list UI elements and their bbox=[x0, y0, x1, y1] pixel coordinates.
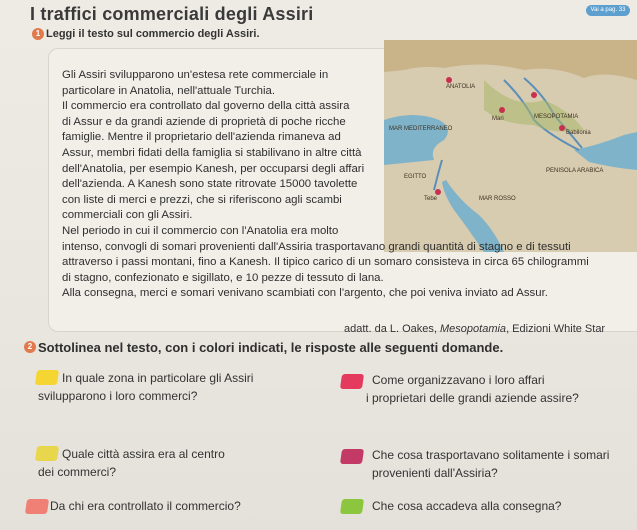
question-text: Come organizzavano i loro affari bbox=[372, 373, 545, 387]
question-text: svilupparono i loro commerci? bbox=[38, 389, 198, 403]
map-label-mari: Mari bbox=[492, 116, 504, 122]
question-text: In quale zona in particolare gli Assiri bbox=[62, 371, 254, 385]
map-label-mesopotamia: MESOPOTAMIA bbox=[534, 114, 579, 120]
paragraph-line: Il commercio era controllato dal governo della città assira bbox=[62, 100, 350, 113]
map-label-tebe: Tebe bbox=[424, 196, 438, 202]
map-label-egitto: EGITTO bbox=[404, 174, 427, 180]
paragraph-line: famiglie. Mentre il proprietario dell'azienda rimaneva ad bbox=[62, 131, 341, 144]
question-text: Che cosa trasportavano solitamente i somari bbox=[372, 448, 610, 462]
source-suffix: , Edizioni White Star bbox=[506, 323, 606, 335]
step-2-instruction: Sottolinea nel testo, con i colori indicati, le risposte alle seguenti domande. bbox=[38, 340, 504, 355]
paragraph-line: Nel periodo in cui il commercio con l'Anatolia era molto bbox=[62, 224, 339, 237]
paragraph-line: Alla consegna, merci e somari venivano scambiati con l'argento, che poi veniva inviato ad Assur. bbox=[62, 287, 548, 300]
paragraph-line: di Assur e da grandi aziende di proprietà di poche ricche bbox=[62, 115, 346, 128]
question-item bbox=[38, 369, 254, 405]
color-marker-gold bbox=[35, 446, 59, 461]
page-title: I traffici commerciali degli Assiri bbox=[30, 4, 314, 24]
paragraph-line: con liste di merci e prezzi, che si riferiscono agli scambi bbox=[62, 193, 342, 206]
question-item bbox=[50, 497, 241, 515]
color-marker-magenta bbox=[340, 449, 364, 464]
color-marker-red bbox=[340, 374, 364, 389]
reading-paragraph bbox=[62, 68, 589, 302]
question-text: i proprietari delle grandi aziende assire? bbox=[366, 391, 579, 405]
paragraph-line: Gli Assiri svilupparono un'estesa rete commerciale in bbox=[62, 69, 329, 81]
color-marker-green bbox=[340, 499, 364, 514]
color-marker-salmon bbox=[25, 499, 49, 514]
map-label-red-sea: MAR ROSSO bbox=[479, 196, 516, 202]
source-book-title: Mesopotamia bbox=[440, 323, 507, 335]
question-item bbox=[366, 371, 579, 407]
paragraph-line: intenso, convogli di somari provenienti dall'Assiria trasportavano grandi quantità di stagno e di tessuti bbox=[62, 240, 571, 253]
question-text: Che cosa accadeva alla consegna? bbox=[372, 499, 562, 513]
map-label-mediterranean: MAR MEDITERRANEO bbox=[389, 126, 453, 132]
page-reference-badge[interactable]: Vai a pag. 33 bbox=[586, 5, 630, 16]
question-item bbox=[372, 446, 609, 482]
step-2-number: 2 bbox=[24, 341, 36, 353]
question-text: dei commerci? bbox=[38, 465, 117, 479]
text-source-citation bbox=[344, 323, 605, 335]
step-1-number: 1 bbox=[32, 28, 44, 40]
map-label-arabian-peninsula: PENISOLA ARABICA bbox=[546, 168, 604, 174]
color-marker-yellow bbox=[35, 370, 59, 385]
question-text: Quale città assira era al centro bbox=[62, 447, 225, 461]
question-text: Da chi era controllato il commercio? bbox=[50, 499, 241, 513]
paragraph-line: di stagno, confezionato e sigillato, e 10 pezze di tessuto di lana. bbox=[62, 271, 384, 284]
question-item bbox=[38, 445, 225, 481]
paragraph-line: commerciali con gli Assiri. bbox=[62, 209, 193, 222]
step-1-instruction: Leggi il testo sul commercio degli Assiri. bbox=[46, 28, 260, 40]
question-text: provenienti dall'Assiria? bbox=[372, 466, 498, 480]
paragraph-line: dell'azienda. A Kanesh sono state ritrovate 15000 tavolette bbox=[62, 178, 358, 191]
paragraph-line: dell'Anatolia, per esempio Kanesh, per occuparsi degli affari bbox=[62, 162, 365, 175]
map-label-babilonia: Babilonia bbox=[566, 130, 591, 136]
map-label-anatolia: ANATOLIA bbox=[446, 84, 476, 90]
paragraph-line: particolare in Anatolia, nell'attuale Turchia. bbox=[62, 84, 276, 97]
source-prefix: adatt. da L. Oakes, bbox=[344, 323, 441, 335]
paragraph-line: Assur, membri fidati della famiglia si stabilivano in altre città bbox=[62, 146, 362, 159]
question-item bbox=[372, 497, 561, 515]
paragraph-line: attraverso i passi montani, fino a Kanesh. Il tipico carico di un somaro consisteva in circa 65 chilogrammi bbox=[62, 256, 589, 269]
